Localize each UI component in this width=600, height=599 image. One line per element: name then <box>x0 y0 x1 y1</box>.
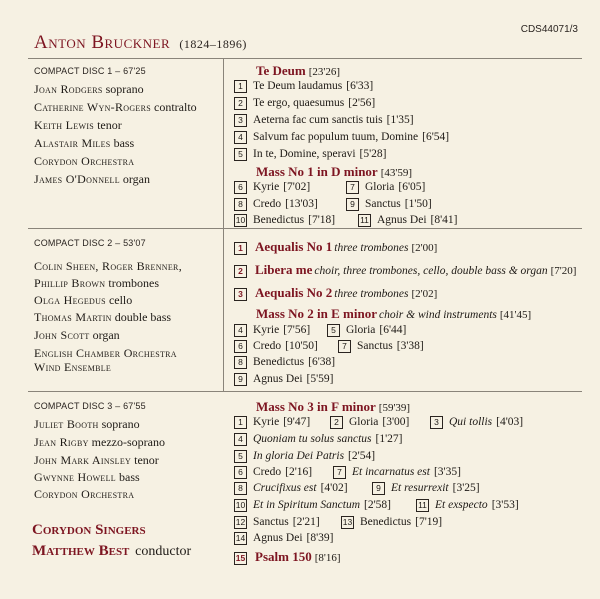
performer: James O'Donnell organ <box>34 172 150 186</box>
track: 9 Et resurrexit [3'25] <box>372 482 480 495</box>
work-item: 1 Aequalis No 1 three trombones [2'00] <box>234 239 437 255</box>
work-item: 2 Libera me choir, three trombones, cello, double bass & organ [7'20] <box>234 262 576 278</box>
track: 6 Credo [2'16] <box>234 466 312 479</box>
track: 11 Et exspecto [3'53] <box>416 499 519 512</box>
track: 8 Credo [13'03] <box>234 198 318 211</box>
conductor-credit: Matthew Best conductor <box>32 543 192 559</box>
disc1-heading: COMPACT DISC 1 – 67'25 <box>34 66 146 76</box>
performer: Jean Rigby mezzo-soprano <box>34 435 165 449</box>
composer-name: Anton Bruckner <box>34 32 171 53</box>
divider <box>28 391 582 392</box>
track: 9 Sanctus [1'50] <box>346 198 432 211</box>
track: 11 Agnus Dei [8'41] <box>358 214 458 227</box>
choir-credit: Corydon Singers <box>32 522 146 538</box>
track: 10 Et in Spiritum Sanctum [2'58] <box>235 499 391 512</box>
track: 9 Agnus Dei [5'59] <box>234 373 334 386</box>
track: 2 Gloria [3'00] <box>330 416 409 429</box>
performer: Colin Sheen, Roger Brenner, <box>34 259 182 273</box>
track: 5 In te, Domine, speravi [5'28] <box>234 148 387 161</box>
performer: Catherine Wyn-Rogers contralto <box>34 100 197 114</box>
performer: Juliet Booth soprano <box>34 417 140 431</box>
track: 7 Et incarnatus est [3'35] <box>333 466 461 479</box>
track: 14 Agnus Dei [8'39] <box>235 532 334 545</box>
divider <box>28 228 582 229</box>
performer: Olga Hegedus cello <box>34 293 133 307</box>
track: 5 Gloria [6'44] <box>327 324 406 337</box>
work-title: Mass No 3 in F minor [59'39] <box>256 399 411 414</box>
track: 13 Benedictus [7'19] <box>342 516 443 529</box>
track: 8 Crucifixus est [4'02] <box>234 482 348 495</box>
track: 2 Te ergo, quaesumus [2'56] <box>234 97 375 110</box>
track: 3 Qui tollis [4'03] <box>430 416 523 429</box>
performer: Keith Lewis tenor <box>34 118 122 132</box>
work-title: Te Deum [23'26] <box>256 63 341 78</box>
performer: Gwynne Howell bass <box>34 470 140 484</box>
track: 7 Gloria [6'05] <box>346 181 425 194</box>
page-title <box>34 32 247 54</box>
performer: Corydon Orchestra <box>34 154 135 168</box>
track: 1 Te Deum laudamus [6'33] <box>234 80 373 93</box>
track: 3 Aeterna fac cum sanctis tuis [1'35] <box>234 114 414 127</box>
divider <box>28 58 582 59</box>
track: 5 In gloria Dei Patris [2'54] <box>234 450 375 463</box>
performer: Joan Rodgers soprano <box>34 82 144 96</box>
performer: Alastair Miles bass <box>34 136 135 150</box>
disc2-heading: COMPACT DISC 2 – 53'07 <box>34 238 146 248</box>
performer: English Chamber Orchestra <box>34 346 177 360</box>
track: 8 Benedictus [6'38] <box>234 356 335 369</box>
work-title: Mass No 1 in D minor [43'59] <box>256 164 413 179</box>
performer: Phillip Brown trombones <box>34 276 160 290</box>
performer: John Mark Ainsley tenor <box>34 453 159 467</box>
track: 4 Kyrie [7'56] <box>234 324 310 337</box>
work-item: 3 Aequalis No 2 three trombones [2'02] <box>234 285 437 301</box>
performer: Thomas Martin double bass <box>34 310 172 324</box>
work-title: Mass No 2 in E minor choir & wind instruments [41'45] <box>256 306 532 321</box>
performer: Corydon Orchestra <box>34 487 135 501</box>
disc3-heading: COMPACT DISC 3 – 67'55 <box>34 401 146 411</box>
track: 1 Kyrie [9'47] <box>234 416 310 429</box>
work-item: 15 Psalm 150 [8'16] <box>235 549 341 564</box>
track: 4 Quoniam tu solus sanctus [1'27] <box>234 433 403 446</box>
track: 7 Sanctus [3'38] <box>338 340 424 353</box>
track: 6 Credo [10'50] <box>234 340 318 353</box>
composer-dates: (1824–1896) <box>179 37 247 51</box>
performer: John Scott organ <box>34 328 120 342</box>
track: 6 Kyrie [7'02] <box>234 181 310 194</box>
performer: Wind Ensemble <box>34 360 112 374</box>
column-divider <box>223 58 224 391</box>
catalog-number: CDS44071/3 <box>520 24 578 35</box>
track: 12 Sanctus [2'21] <box>235 516 320 529</box>
track: 10 Benedictus [7'18] <box>235 214 336 227</box>
track: 4 Salvum fac populum tuum, Domine [6'54] <box>234 131 449 144</box>
